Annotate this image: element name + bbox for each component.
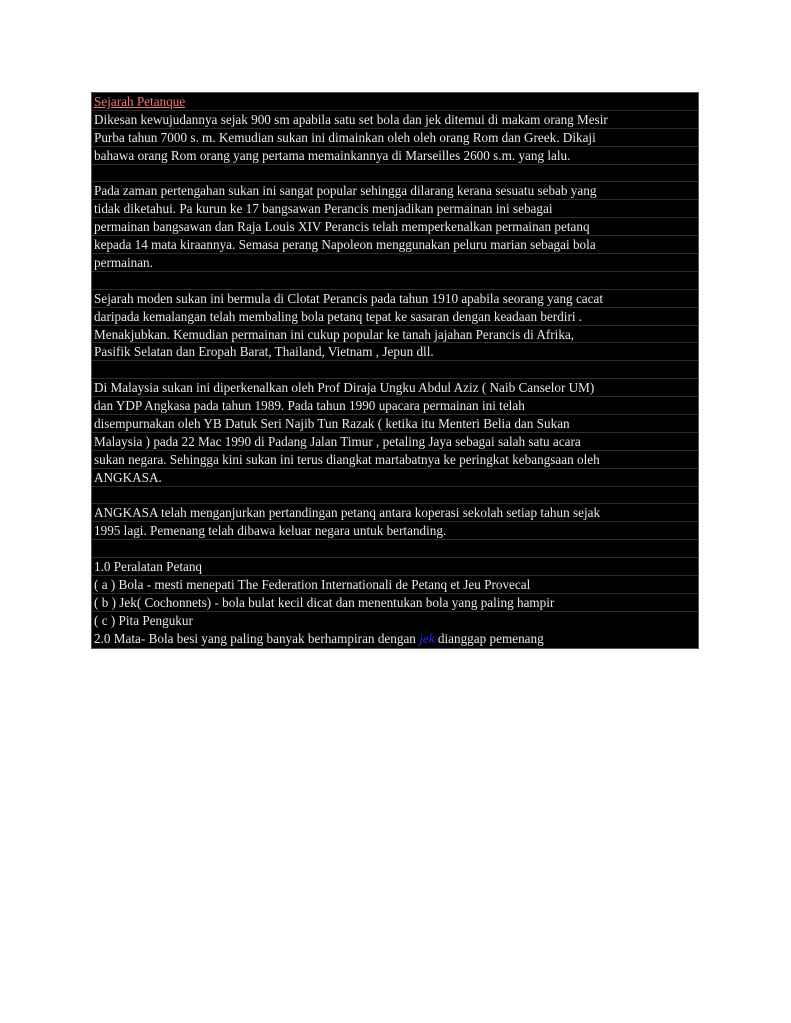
text-line: daripada kemalangan telah membaling bola petanq tepat ke sasaran dengan keadaan berdiri . xyxy=(92,308,698,326)
text-line: ANGKASA telah menganjurkan pertandingan petanq antara koperasi sekolah setiap tahun sejak xyxy=(92,504,698,522)
text-line: tidak diketahui. Pa kurun ke 17 bangsawan Perancis menjadikan permainan ini sebagai xyxy=(92,200,698,218)
text-line: ( b ) Jek( Cochonnets) - bola bulat kecil dicat dan menentukan bola yang paling hampir xyxy=(92,594,698,612)
blank-line xyxy=(92,165,698,183)
text-line: permainan bangsawan dan Raja Louis XIV Perancis telah memperkenalkan permainan petanq xyxy=(92,218,698,236)
text-line: dan YDP Angkasa pada tahun 1989. Pada tahun 1990 upacara permainan ini telah xyxy=(92,397,698,415)
text-line: Purba tahun 7000 s. m. Kemudian sukan ini dimainkan oleh oleh orang Rom dan Greek. Dikaji xyxy=(92,129,698,147)
text-line: Menakjubkan. Kemudian permainan ini cukup popular ke tanah jajahan Perancis di Afrika, xyxy=(92,326,698,344)
jek-highlight: jek xyxy=(419,630,435,646)
text-line: Pada zaman pertengahan sukan ini sangat popular sehingga dilarang kerana sesuatu sebab yang xyxy=(92,182,698,200)
text-line: permainan. xyxy=(92,254,698,272)
text-line: Pasifik Selatan dan Eropah Barat, Thailand, Vietnam , Jepun dll. xyxy=(92,343,698,361)
scoring-text-before: 2.0 Mata- Bola besi yang paling banyak berhampiran dengan xyxy=(94,630,420,646)
text-line: Malaysia ) pada 22 Mac 1990 di Padang Jalan Timur , petaling Jaya sebagai salah satu acara xyxy=(92,433,698,451)
document-block xyxy=(91,92,699,649)
text-line: bahawa orang Rom orang yang pertama memainkannya di Marseilles 2600 s.m. yang lalu. xyxy=(92,147,698,165)
body-lines xyxy=(92,111,698,630)
blank-line xyxy=(92,487,698,505)
text-line: Di Malaysia sukan ini diperkenalkan oleh Prof Diraja Ungku Abdul Aziz ( Naib Canselor UM) xyxy=(92,379,698,397)
blank-line xyxy=(92,361,698,379)
blank-line xyxy=(92,272,698,290)
text-line: 1995 lagi. Pemenang telah dibawa keluar negara untuk bertanding. xyxy=(92,522,698,540)
text-line: Sejarah moden sukan ini bermula di Clotat Perancis pada tahun 1910 apabila seorang yang cacat xyxy=(92,290,698,308)
text-line: sukan negara. Sehingga kini sukan ini terus diangkat martabatnya ke peringkat kebangsaan oleh xyxy=(92,451,698,469)
text-line: Dikesan kewujudannya sejak 900 sm apabila satu set bola dan jek ditemui di makam orang Mesir xyxy=(92,111,698,129)
title-line xyxy=(92,93,698,111)
text-line: ( a ) Bola - mesti menepati The Federation Internationali de Petanq et Jeu Provecal xyxy=(92,576,698,594)
text-line: kepada 14 mata kiraannya. Semasa perang Napoleon menggunakan peluru marian sebagai bola xyxy=(92,236,698,254)
scoring-text-after: dianggap pemenang xyxy=(434,630,544,646)
page-title-link[interactable]: Sejarah Petanque xyxy=(94,94,186,109)
text-line: 1.0 Peralatan Petanq xyxy=(92,558,698,576)
scoring-line xyxy=(92,630,698,648)
text-line: ( c ) Pita Pengukur xyxy=(94,612,193,628)
text-line: ANGKASA. xyxy=(92,469,698,487)
blank-line xyxy=(92,540,698,558)
text-line: disempurnakan oleh YB Datuk Seri Najib Tun Razak ( ketika itu Menteri Belia dan Sukan xyxy=(92,415,698,433)
